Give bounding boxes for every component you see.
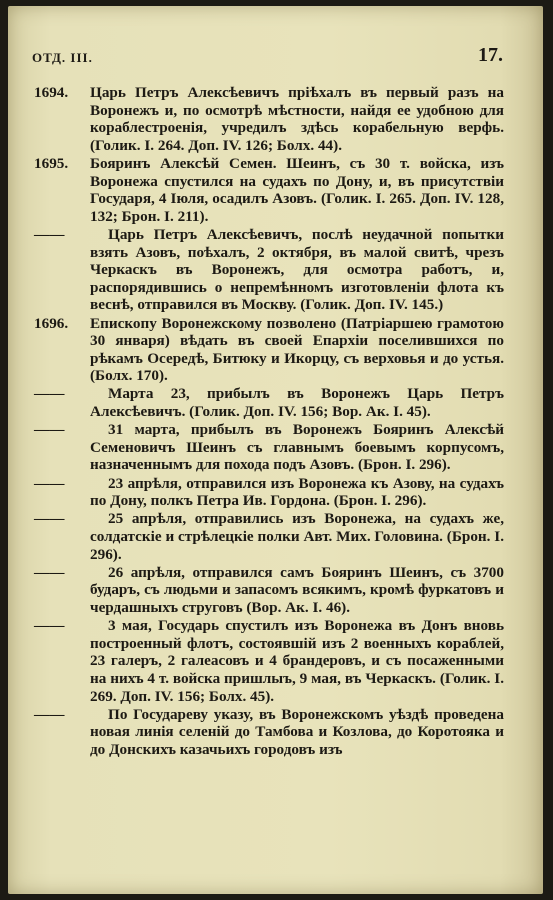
page-number: 17. (478, 44, 503, 66)
entry-year-dash: —— (34, 617, 65, 635)
entry-text: 25 апрѣля, отправились изъ Воронежа, на судахъ же, солдатскіе и стрѣлецкіе полки Авт. Мих. Головина. (Брон. I. 296). (90, 510, 504, 563)
chronicle-entry (34, 617, 504, 705)
entry-text: По Государеву указу, въ Воронежскомъ уѣздѣ проведена новая линія селеній до Тамбова и Козлова, до Коротояка и до Донскихъ казачьихъ городовъ изъ (90, 705, 504, 758)
entry-year-dash: —— (34, 705, 65, 723)
chronicle-entry (34, 564, 504, 617)
entry-year: 1695. (34, 154, 69, 172)
book-page (8, 6, 543, 894)
page-header (32, 46, 503, 68)
section-label: ОТД. III. (32, 50, 93, 65)
chronicle-entry (34, 84, 504, 154)
chronicle-entry (34, 226, 504, 314)
entry-text: Царь Петръ Алексѣевичъ, послѣ неудачной попытки взять Азовъ, поѣхалъ, 2 октября, въ малой свитѣ, чрезъ Черкаскъ въ Воронежъ, для осмотра работъ, и, распорядившись о непремѣнномъ изготовленіи флота къ веснѣ, отправился въ Москву. (Голик. Доп. IV. 145.) (90, 225, 504, 314)
chronicle-entries (34, 84, 504, 759)
entry-year-dash: —— (34, 563, 65, 581)
chronicle-entry (34, 315, 504, 385)
entry-year: 1696. (34, 314, 69, 332)
entry-text: Епископу Воронежскому позволено (Патріаршею грамотою 30 января) вѣдать въ своей Епархіи поселившихся по рѣкамъ Осередѣ, Битюку и Икорцу, съ верховья и до устья. (Болх. 170). (90, 314, 504, 385)
entry-text: 23 апрѣля, отправился изъ Воронежа къ Азову, на судахъ по Дону, полкъ Петра Ив. Гордона. (Брон. I. 296). (90, 474, 504, 510)
entry-year-dash: —— (34, 474, 65, 492)
entry-text: Бояринъ Алексѣй Семен. Шеинъ, съ 30 т. войска, изъ Воронежа спустился на судахъ по Дону, и, въ присутствіи Государя, 4 Іюля, осадилъ Азовъ. (Голик. I. 265. Доп. IV. 128, 132; Брон. I. 211). (90, 154, 504, 225)
entry-text: 31 марта, прибылъ въ Воронежъ Бояринъ Алексѣй Семеновичъ Шеинъ съ главнымъ боевымъ корпусомъ, назначеннымъ для похода подъ Азовъ. (Брон. I. 296). (90, 421, 504, 474)
entry-year-dash: —— (34, 225, 65, 243)
entry-year-dash: —— (34, 385, 65, 403)
chronicle-entry (34, 385, 504, 420)
chronicle-entry (34, 155, 504, 225)
entry-year-dash: —— (34, 421, 65, 439)
entry-year: 1694. (34, 84, 69, 101)
entry-text: Марта 23, прибылъ въ Воронежъ Царь Петръ Алексѣевичъ. (Голик. Доп. IV. 156; Вор. Ак. I. 45). (90, 385, 504, 421)
entry-text: 3 мая, Государь спустилъ изъ Воронежа въ Донъ вновь построенный флотъ, состоявшій изъ 2 военныхъ кораблей, 23 галеръ, 2 галеасовъ и 4 брандеровъ, и съ посаженными на нихъ 4 т. войска пришлыъ, 9 мая, въ Черкаскъ. (Голик. I. 269. Доп. IV. 156; Болх. 45). (90, 617, 504, 705)
entry-year-dash: —— (34, 510, 65, 528)
chronicle-entry (34, 421, 504, 474)
chronicle-entry (34, 706, 504, 759)
entry-text: 26 апрѣля, отправился самъ Бояринъ Шеинъ, съ 3700 бударъ, съ людьми и запасомъ всякимъ, кромѣ фуркатовъ и чердашныхъ струговъ (Вор. Ак. I. 46). (90, 563, 504, 616)
chronicle-entry (34, 475, 504, 510)
entry-text: Царь Петръ Алексѣевичъ пріѣхалъ въ первый разъ на Воронежъ и, по осмотрѣ мѣстности, найдя ее удобною для кораблестроенія, учредилъ здѣсь корабельную верфь. (Голик. I. 264. Доп. IV. 126; Болх. 44). (90, 84, 504, 154)
chronicle-entry (34, 510, 504, 563)
